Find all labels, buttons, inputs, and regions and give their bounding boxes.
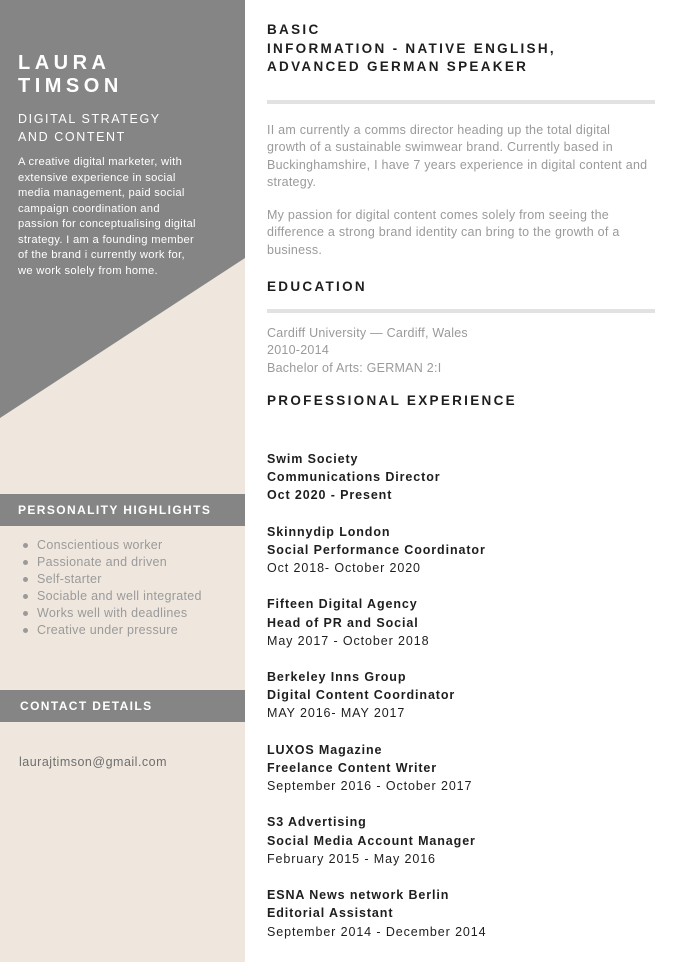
job-entry [267,450,662,523]
job-entry [267,523,662,596]
first-name: LAURA [18,52,111,74]
job-company: LUXOS Magazine [267,742,383,757]
basic-title-line-3: ADVANCED GERMAN SPEAKER [267,59,529,74]
job-dates: Oct 2018- October 2020 [267,561,421,576]
job-company: Berkeley Inns Group [267,670,407,685]
last-name: TIMSON [18,75,123,97]
education-school: Cardiff University — Cardiff, Wales [267,326,468,340]
list-item: Creative under pressure [20,622,235,639]
job-dates: September 2014 - December 2014 [267,924,487,939]
education-details [267,325,652,377]
job-entry [267,741,662,814]
basic-info-paragraph-2: My passion for digital content comes solely from seeing the difference a strong brand identity can bring to the growth of a business. [267,208,620,257]
job-dates: February 2015 - May 2016 [267,851,436,866]
section-divider [267,309,655,313]
basic-title-line-1: BASIC [267,22,321,37]
candidate-role [18,110,233,146]
job-dates: September 2016 - October 2017 [267,779,473,794]
job-title: Communications Director [267,470,441,485]
list-item: Conscientious worker [20,537,235,554]
list-item: Passionate and driven [20,554,235,571]
role-line-2: AND CONTENT [18,130,126,144]
list-item: Sociable and well integrated [20,588,235,605]
job-title: Digital Content Coordinator [267,688,456,703]
role-line-1: DIGITAL STRATEGY [18,112,161,126]
job-dates: Oct 2020 - Present [267,488,393,503]
basic-information-heading [267,21,556,77]
job-entry [267,886,662,959]
job-company: ESNA News network Berlin [267,888,450,903]
job-title: Editorial Assistant [267,906,394,921]
job-company: Fifteen Digital Agency [267,597,418,612]
personality-highlights-heading: PERSONALITY HIGHLIGHTS [0,494,245,526]
section-divider [267,100,655,104]
job-company: S3 Advertising [267,815,367,830]
contact-details-heading: CONTACT DETAILS [0,690,245,722]
basic-title-line-2: INFORMATION - NATIVE ENGLISH, [267,40,556,56]
sidebar [0,0,245,962]
professional-experience-heading: PROFESSIONAL EXPERIENCE [267,393,517,408]
job-entry [267,813,662,886]
job-entry [267,595,662,668]
education-heading: EDUCATION [267,279,367,294]
job-entry [267,668,662,741]
basic-info-paragraph-1: II am currently a comms director heading up the total digital growth of a sustainable swimwear brand. Currently based in Buckinghamshire, I have 7 years experience in digital content and strategy. [267,123,648,189]
job-company: Swim Society [267,452,359,466]
experience-list [267,450,662,959]
job-title: Freelance Content Writer [267,760,438,775]
personality-highlights-list [20,537,235,639]
job-title: Social Performance Coordinator [267,542,486,557]
candidate-name [18,52,123,98]
job-title: Social Media Account Manager [267,833,476,848]
list-item: Self-starter [20,571,235,588]
education-degree: Bachelor of Arts: GERMAN 2:I [267,360,442,375]
job-dates: May 2017 - October 2018 [267,633,430,648]
profile-summary: A creative digital marketer, with extensive experience in social media management, paid social campaign coordination and passion for conceptualising digital strategy. I am a founding member of the brand i currently work for, we work solely from home. [18,156,196,277]
contact-email[interactable]: laurajtimson@gmail.com [19,755,168,769]
job-company: Skinnydip London [267,524,391,539]
list-item: Works well with deadlines [20,605,235,622]
job-dates: MAY 2016- MAY 2017 [267,706,406,721]
job-title: Head of PR and Social [267,615,419,630]
education-years: 2010-2014 [267,343,330,358]
